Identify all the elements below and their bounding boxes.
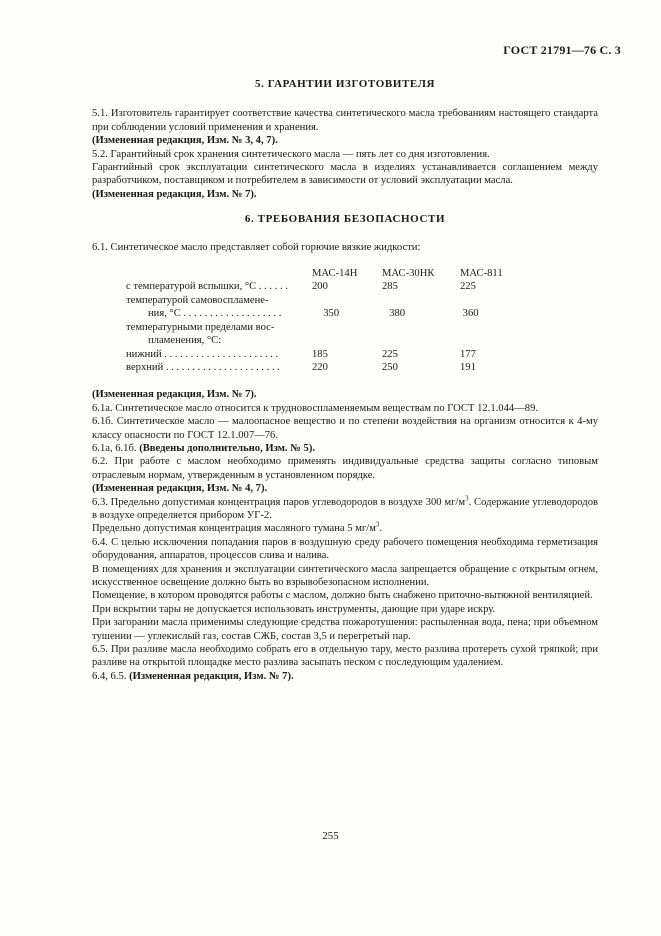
page-header: ГОСТ 21791—76 С. 3	[503, 43, 621, 57]
table-row	[126, 334, 506, 347]
table-cell: 225	[460, 281, 476, 293]
table-row	[126, 280, 506, 293]
note-6-4-6-5: 6.4, 6.5. (Измененная редакция, Изм. № 7).	[92, 670, 294, 682]
table-cell: 380	[389, 308, 406, 320]
note-6-1ab: 6.1а, 6.1б. (Введены дополнительно, Изм. № 5).	[92, 442, 315, 454]
note-5-1: (Измененная редакция, Изм. № 3, 4, 7).	[92, 135, 278, 147]
note-6-2: (Измененная редакция, Изм. № 4, 7).	[92, 483, 268, 495]
para-5-2: 5.2. Гарантийный срок хранения синтетического масла — пять лет со дня изготовления.	[92, 148, 490, 160]
page-number: 255	[322, 830, 339, 842]
page-content	[92, 78, 598, 683]
table-cell: 177	[460, 348, 476, 360]
para-6-4-ventilation: Помещение, в котором проводятся работы с маслом, должно быть снабжено приточно-вытяжной вентиляцией.	[92, 590, 593, 602]
column-header: МАС-14Н	[312, 268, 358, 280]
para-6-4-storage: В помещениях для хранения и эксплуатации синтетического масла запрещается обращение с открытым огнем, искусственное освещение должно быть во взрывобезопасном исполнении.	[92, 563, 598, 588]
table-cell	[463, 334, 506, 347]
table-cell: 350	[323, 308, 340, 320]
table-cell: 220	[312, 361, 328, 373]
table-cell	[382, 294, 460, 307]
note-5-2: (Измененная редакция, Изм. № 7).	[92, 188, 257, 200]
table-cell: 191	[460, 361, 476, 373]
row-label: с температурой вспышки, °С . . . . . .	[126, 281, 288, 293]
table-cell	[312, 294, 382, 307]
row-label: нижний . . . . . . . . . . . . . . . . . . . . . .	[126, 348, 279, 360]
para-6-3: 6.3. Предельно допустимая концентрация паров углеводородов в воздухе 300 $мг/м^3$. Содержание углеводородов в воздухе определяется прибором УГ-2.	[92, 494, 598, 521]
para-6-1b: 6.1б. Синтетическое масло — малоопасное вещество и по степени воздействия на организм относится к 4-му классу опасности по ГОСТ 12.1.007—76.	[92, 416, 598, 441]
column-header: МАС-30НК	[382, 268, 435, 280]
row-label: пламенения, °С:	[148, 335, 222, 347]
table-cell	[460, 321, 506, 334]
para-6-1: 6.1. Синтетическое масло представляет собой горючие вязкие жидкости:	[92, 241, 421, 253]
table-cell	[312, 321, 382, 334]
table-cell	[382, 321, 460, 334]
para-6-4-tools: При вскрытии тары не допускается использовать инструменты, дающие при ударе искру.	[92, 603, 496, 615]
row-label: верхний . . . . . . . . . . . . . . . . . . . . . .	[126, 361, 280, 373]
table-cell	[460, 294, 506, 307]
table-cell: 200	[312, 281, 328, 293]
table-row	[126, 321, 506, 334]
section-5-title: 5. ГАРАНТИИ ИЗГОТОВИТЕЛЯ	[254, 78, 436, 90]
table-cell	[323, 334, 389, 347]
table-header-row	[126, 267, 506, 280]
row-label: температурой самовоспламене-	[126, 294, 269, 306]
note-6-1: (Измененная редакция, Изм. № 7).	[92, 389, 257, 401]
para-5-2-warranty: Гарантийный срок эксплуатации синтетического масла в изделиях устанавливается соглашением между разработчиком, поставщиком и потребителем в зависимости от условий эксплуатации масла.	[92, 162, 598, 187]
table-body	[126, 280, 506, 374]
row-label: ния, °С . . . . . . . . . . . . . . . . . . .	[148, 308, 282, 320]
para-5-1: 5.1. Изготовитель гарантирует соответствие качества синтетического масла требованиям настоящего стандарта при соблюдении условий применения и хранения.	[92, 108, 598, 133]
table-cell: 285	[382, 281, 398, 293]
para-6-5: 6.5. При разливе масла необходимо собрать его в отдельную тару, место разлива протереть сухой тряпкой; при разливе на открытой площадке место разлива засыпать песком с последующим удалением.	[92, 644, 598, 669]
properties-table	[126, 267, 506, 374]
para-6-4-fire: При загорании масла применимы следующие средства пожаротушения: распыленная вода, пена; при объемном тушении — углекислый газ, состав СЖБ, состав 3,5 и перегретый пар.	[92, 617, 598, 642]
row-label: температурными пределами вос-	[126, 321, 275, 333]
table-row	[126, 294, 506, 307]
para-6-1a: 6.1а. Синтетическое масло относится к трудновоспламеняемым веществам по ГОСТ 12.1.044—89.	[92, 402, 539, 414]
column-header: МАС-811	[460, 268, 503, 280]
para-6-4: 6.4. С целью исключения попадания паров в воздушную среду рабочего помещения необходима герметизация оборудования, аппаратов, процессов слива и налива.	[92, 536, 598, 562]
para-6-2: 6.2. При работе с маслом необходимо применять индивидуальные средства защиты согласно типовым отраслевым нормам, утвержденным в установленном порядке.	[92, 456, 598, 481]
table-cell	[389, 334, 462, 347]
table-row	[126, 307, 506, 320]
table-row	[126, 348, 506, 361]
table-cell: 185	[312, 348, 328, 360]
table-row	[126, 361, 506, 374]
para-6-3-fog: Предельно допустимая концентрация масляного тумана 5 $мг/м^3$.	[92, 520, 383, 535]
table-cell: 250	[382, 361, 398, 373]
table-cell: 360	[462, 308, 479, 320]
table-cell: 225	[382, 348, 398, 360]
section-6-title: 6. ТРЕБОВАНИЯ БЕЗОПАСНОСТИ	[244, 213, 446, 226]
